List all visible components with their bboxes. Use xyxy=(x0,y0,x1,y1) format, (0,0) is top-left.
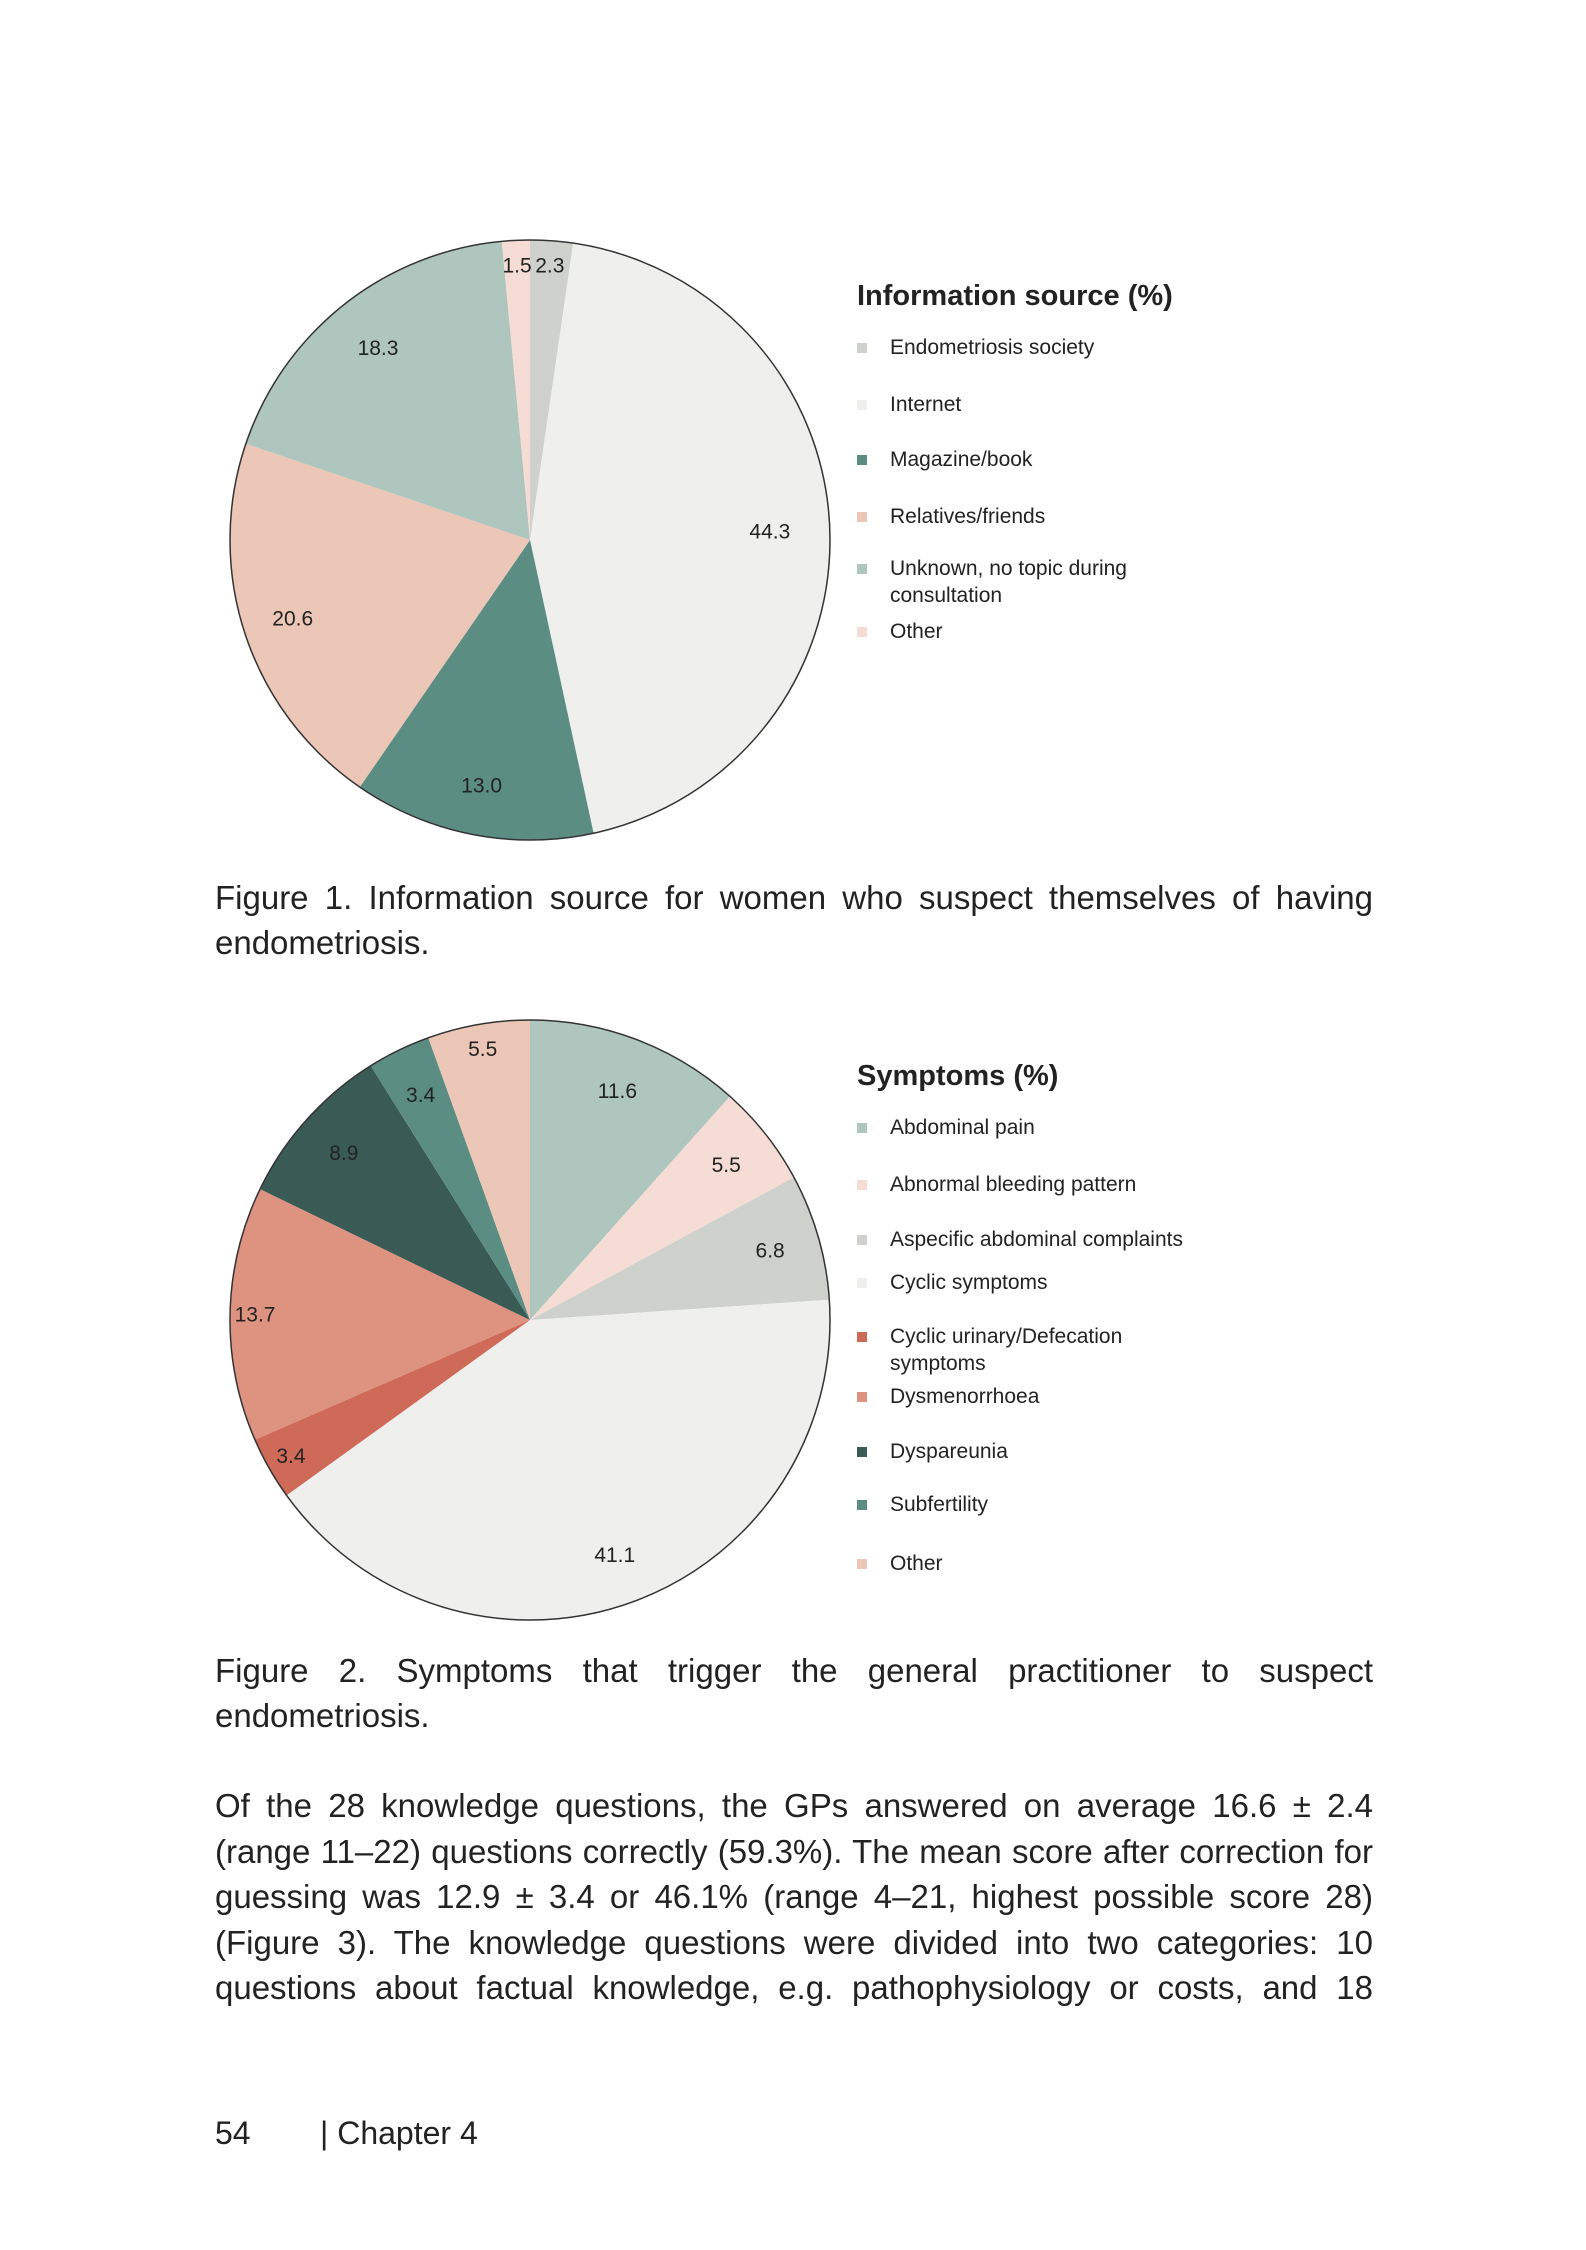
legend-item-other xyxy=(857,1550,1190,1577)
data-label-other: 1.5 xyxy=(502,254,532,278)
legend-label: Abdominal pain xyxy=(890,1116,1035,1139)
legend-item-cyclic-urinary-defecation-symptoms xyxy=(857,1323,1190,1377)
legend-item-dyspareunia xyxy=(857,1438,1190,1465)
pie-chart-information-source xyxy=(220,230,840,850)
legend-item-abdominal-pain xyxy=(857,1114,1190,1141)
legend-swatch xyxy=(857,1278,867,1288)
figure-1 xyxy=(0,230,1586,850)
legend-swatch xyxy=(857,627,867,637)
legend-item-dysmenorrhoea xyxy=(857,1383,1190,1410)
legend-item-subfertility xyxy=(857,1491,1190,1518)
legend-label: Endometriosis society xyxy=(890,336,1095,359)
legend-label: Subfertility xyxy=(890,1493,989,1516)
legend-title: Information source (%) xyxy=(857,280,1173,312)
data-label-cyclic-symptoms: 41.1 xyxy=(594,1544,636,1568)
figure-1-caption-text: Information source for women who suspect themselves of having endometriosis. xyxy=(215,879,1373,961)
legend-label: Aspecific abdominal complaints xyxy=(890,1228,1183,1251)
data-label-magazine-book: 13.0 xyxy=(461,774,503,798)
legend-label: Abnormal bleeding pattern xyxy=(890,1173,1137,1196)
figure-2-caption xyxy=(215,1648,1373,1738)
legend-swatch xyxy=(857,564,867,574)
data-label-other: 5.5 xyxy=(468,1038,498,1062)
legend-item-other xyxy=(857,618,1190,645)
figure-1-label: Figure 1. xyxy=(215,879,353,916)
data-label-aspecific-abdominal-complaints: 6.8 xyxy=(755,1239,785,1263)
legend-item-unknown-no-topic-during-consultation xyxy=(857,555,1190,609)
legend-label: Dyspareunia xyxy=(890,1440,1008,1463)
legend-swatch xyxy=(857,1500,867,1510)
legend-label: Dysmenorrhoea xyxy=(890,1385,1040,1408)
legend-item-aspecific-abdominal-complaints xyxy=(857,1226,1190,1253)
figure-2-caption-text: Symptoms that trigger the general practitioner to suspect endometriosis. xyxy=(215,1652,1374,1734)
data-label-cyclic-urinary-defecation-symptoms: 3.4 xyxy=(276,1444,306,1468)
data-label-dysmenorrhoea: 13.7 xyxy=(234,1303,276,1327)
legend-label: Cyclic symptoms xyxy=(890,1271,1048,1294)
legend-label: Relatives/friends xyxy=(890,505,1046,528)
legend-label: Cyclic urinary/Defecation symptoms xyxy=(890,1325,1123,1375)
data-label-unknown-no-topic-during-consultation: 18.3 xyxy=(357,336,399,360)
legend-swatch xyxy=(857,512,867,522)
figure-2 xyxy=(0,1010,1586,1630)
legend-label: Unknown, no topic during consultation xyxy=(890,557,1127,607)
data-label-subfertility: 3.4 xyxy=(406,1084,436,1108)
legend-item-internet xyxy=(857,391,1190,418)
chapter-label: | Chapter 4 xyxy=(320,2115,478,2151)
legend-swatch xyxy=(857,1559,867,1569)
legend-swatch xyxy=(857,1332,867,1342)
legend-information-source xyxy=(857,230,1277,643)
legend-symptoms xyxy=(857,1010,1277,1575)
legend-item-abnormal-bleeding-pattern xyxy=(857,1171,1190,1198)
pie-chart-symptoms xyxy=(220,1010,840,1630)
legend-swatch xyxy=(857,343,867,353)
page-number: 54 xyxy=(215,2115,251,2151)
data-label-internet: 44.3 xyxy=(749,520,791,544)
legend-label: Internet xyxy=(890,393,962,416)
legend-label: Other xyxy=(890,620,943,643)
legend-item-magazine-book xyxy=(857,446,1190,473)
legend-swatch xyxy=(857,1235,867,1245)
page-footer xyxy=(215,2115,478,2152)
figure-1-caption xyxy=(215,875,1373,965)
legend-item-endometriosis-society xyxy=(857,334,1190,361)
data-label-abdominal-pain: 11.6 xyxy=(597,1080,638,1104)
data-label-relatives-friends: 20.6 xyxy=(272,607,314,631)
legend-title: Symptoms (%) xyxy=(857,1060,1059,1092)
legend-swatch xyxy=(857,1180,867,1190)
data-label-endometriosis-society: 2.3 xyxy=(535,254,565,278)
legend-swatch xyxy=(857,1392,867,1402)
data-label-dyspareunia: 8.9 xyxy=(329,1142,359,1166)
body-paragraph: Of the 28 knowledge questions, the GPs answered on average 16.6 ± 2.4 (range 11–22) questions correctly (59.3%). The mean score after correction for guessing was 12.9 ± 3.4 or 46.1% (range 4–21, highest possible score 28) (Figure 3). The knowledge questions were divided into two categories: 10 questions about factual knowledge, e.g. pathophysiology or costs, and 18 xyxy=(215,1787,1373,2006)
legend-item-cyclic-symptoms xyxy=(857,1269,1190,1296)
legend-swatch xyxy=(857,1123,867,1133)
legend-label: Other xyxy=(890,1552,943,1575)
data-label-abnormal-bleeding-pattern: 5.5 xyxy=(711,1154,741,1178)
legend-swatch xyxy=(857,455,867,465)
figure-2-label: Figure 2. xyxy=(215,1652,367,1689)
legend-label: Magazine/book xyxy=(890,448,1033,471)
legend-swatch xyxy=(857,400,867,410)
legend-item-relatives-friends xyxy=(857,503,1190,530)
legend-swatch xyxy=(857,1447,867,1457)
